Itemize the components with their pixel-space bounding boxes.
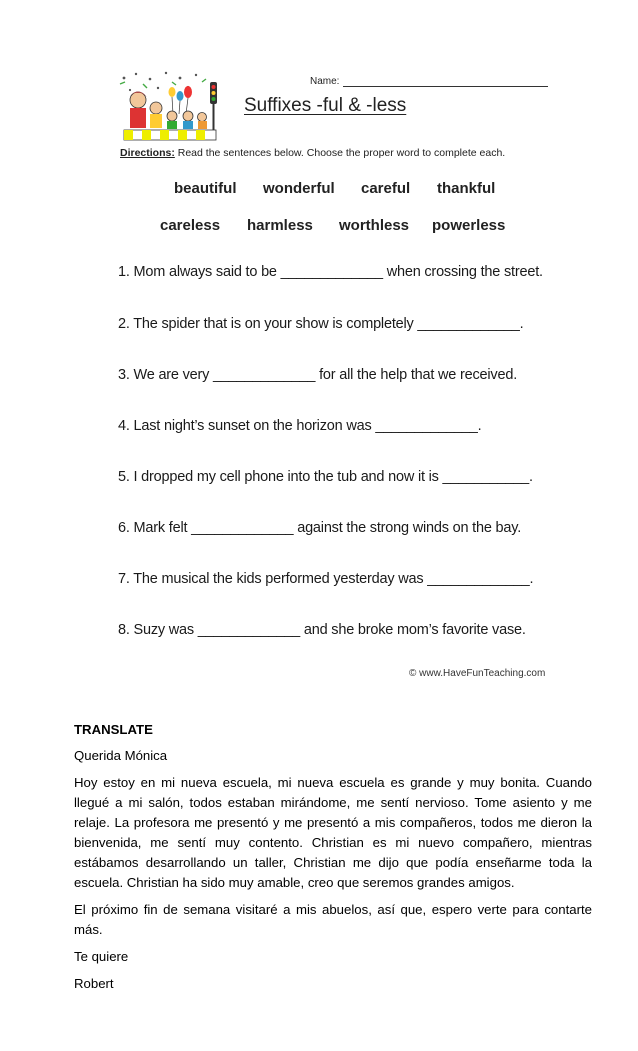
name-field	[310, 76, 548, 87]
letter-signature: Robert	[74, 976, 114, 991]
name-blank-line	[343, 76, 548, 87]
sentence-7: 7. The musical the kids performed yesterday was _____________.	[118, 571, 534, 587]
word-bank-word: careful	[361, 180, 411, 197]
worksheet-title: Suffixes -ful & -less	[244, 95, 407, 116]
word-bank-word: careless	[160, 217, 221, 234]
word-bank-word: wonderful	[263, 180, 335, 197]
sentence-4: 4. Last night’s sunset on the horizon was _____________.	[118, 418, 482, 434]
letter-paragraph-2: El próximo fin de semana visitaré a mis abuelos, así que, espero verte para contarte más.	[74, 902, 592, 937]
word-bank-word: harmless	[247, 217, 313, 234]
letter-greeting: Querida Mónica	[74, 748, 168, 763]
translate-heading: TRANSLATE	[74, 722, 153, 737]
sentence-1: 1. Mom always said to be _____________ when crossing the street.	[118, 264, 543, 280]
letter-paragraph-1: Hoy estoy en mi nueva escuela, mi nueva escuela es grande y muy bonita. Cuando llegué a mi salón, todos estaban mirándome, me sentí nervioso. Tome asiento y me relaje. La profesora me presentó y me presentó a mis compañeros, todos me dieron la bienvenida, me sentí muy contento. Christian es mi nuevo compañero, mientras estábamos desarrollando un taller, Christian me dijo que podía enseñarme toda la escuela. Christian ha sido muy amable, creo que seremos grandes amigos.	[74, 775, 592, 890]
word-bank-word: powerless	[432, 217, 506, 234]
sentence-2: 2. The spider that is on your show is completely _____________.	[118, 316, 524, 332]
name-label: Name:	[310, 76, 340, 87]
translation-letter	[74, 720, 592, 1001]
directions-text: Read the sentences below. Choose the proper word to complete each.	[174, 147, 506, 159]
kids-parade-clipart	[116, 70, 228, 144]
letter-closing: Te quiere	[74, 949, 129, 964]
directions	[120, 147, 505, 159]
sentence-3: 3. We are very _____________ for all the help that we received.	[118, 367, 518, 383]
sentence-5: 5. I dropped my cell phone into the tub and now it is ___________.	[118, 469, 533, 485]
word-bank-word: worthless	[339, 217, 410, 234]
directions-label: Directions:	[120, 147, 175, 159]
sentence-6: 6. Mark felt _____________ against the strong winds on the bay.	[118, 520, 522, 536]
sentence-8: 8. Suzy was _____________ and she broke mom’s favorite vase.	[118, 622, 526, 638]
word-bank-word: beautiful	[174, 180, 237, 197]
word-bank-word: thankful	[437, 180, 496, 197]
copyright-credit: © www.HaveFunTeaching.com	[409, 668, 546, 679]
